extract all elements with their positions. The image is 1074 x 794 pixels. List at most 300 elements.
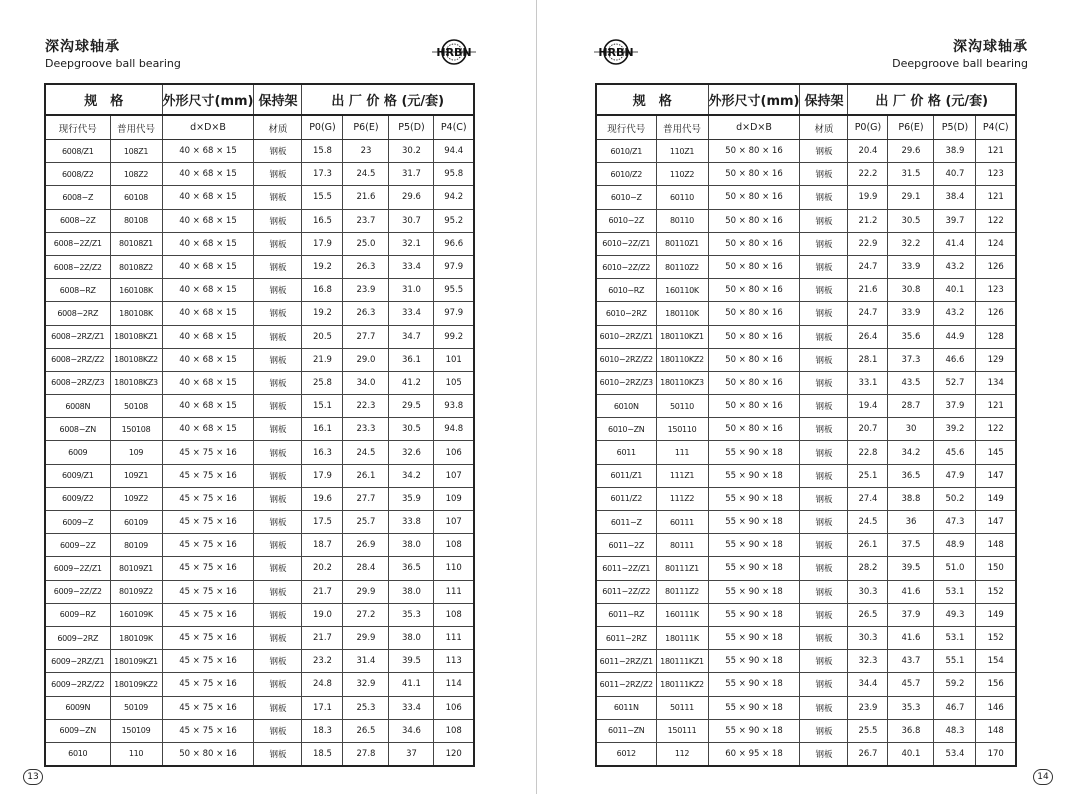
cell-cage-material: 钢板 (254, 603, 302, 626)
cell-price-p5: 39.7 (934, 209, 976, 232)
cell-dimensions: 50 × 80 × 16 (708, 325, 800, 348)
cell-price-p6: 23 (343, 140, 389, 163)
cell-price-p6: 35.3 (888, 696, 934, 719)
table-row (45, 673, 474, 696)
cell-dimensions: 40 × 68 × 15 (162, 418, 254, 441)
cell-price-p6: 27.2 (343, 603, 389, 626)
cell-price-p5: 48.3 (934, 719, 976, 742)
cell-common-code: 80111Z1 (656, 557, 708, 580)
cell-price-p5: 53.1 (934, 580, 976, 603)
cell-cage-material: 钢板 (254, 232, 302, 255)
cell-price-p4: 93.8 (434, 395, 474, 418)
cell-current-code: 6008/Z2 (45, 163, 110, 186)
cell-common-code: 180111K (656, 626, 708, 649)
cell-price-p0: 20.5 (302, 325, 343, 348)
cell-price-p0: 22.9 (848, 232, 888, 255)
cell-price-p6: 29.1 (888, 186, 934, 209)
cell-price-p0: 21.2 (848, 209, 888, 232)
cell-price-p4: 111 (434, 580, 474, 603)
cell-common-code: 110 (110, 742, 162, 766)
cell-dimensions: 50 × 80 × 16 (708, 186, 800, 209)
cell-price-p6: 39.5 (888, 557, 934, 580)
table-row (45, 557, 474, 580)
cell-current-code: 6009/Z2 (45, 487, 110, 510)
cell-price-p6: 43.5 (888, 371, 934, 394)
cell-price-p0: 17.5 (302, 511, 343, 534)
cell-cage-material: 钢板 (800, 302, 848, 325)
cell-price-p5: 47.3 (934, 511, 976, 534)
cell-price-p0: 17.1 (302, 696, 343, 719)
table-row (45, 186, 474, 209)
cell-dimensions: 50 × 80 × 16 (708, 348, 800, 371)
cell-current-code: 6011−2Z (596, 534, 656, 557)
table-row (596, 140, 1016, 163)
cell-price-p6: 29.6 (888, 140, 934, 163)
cell-price-p4: 96.6 (434, 232, 474, 255)
cell-dimensions: 45 × 75 × 16 (162, 719, 254, 742)
cell-price-p6: 24.5 (343, 163, 389, 186)
cell-dimensions: 45 × 75 × 16 (162, 511, 254, 534)
table-row (45, 325, 474, 348)
cell-dimensions: 45 × 75 × 16 (162, 626, 254, 649)
cell-price-p0: 19.2 (302, 255, 343, 278)
cell-dimensions: 55 × 90 × 18 (708, 580, 800, 603)
cell-price-p0: 24.7 (848, 302, 888, 325)
cell-price-p4: 108 (434, 719, 474, 742)
cell-price-p5: 36.5 (389, 557, 434, 580)
table-row (45, 696, 474, 719)
header-spec: 规 格 (45, 84, 162, 115)
cell-cage-material: 钢板 (800, 511, 848, 534)
cell-price-p4: 146 (976, 696, 1016, 719)
col-common-code: 普用代号 (110, 115, 162, 140)
table-row (596, 209, 1016, 232)
cell-price-p6: 34.0 (343, 371, 389, 394)
cell-common-code: 80111 (656, 534, 708, 557)
cell-dimensions: 50 × 80 × 16 (708, 302, 800, 325)
cell-current-code: 6011−RZ (596, 603, 656, 626)
cell-price-p4: 149 (976, 603, 1016, 626)
cell-common-code: 180110KZ3 (656, 371, 708, 394)
cell-common-code: 180108KZ2 (110, 348, 162, 371)
cell-common-code: 180108K (110, 302, 162, 325)
cell-common-code: 80109 (110, 534, 162, 557)
cell-cage-material: 钢板 (254, 140, 302, 163)
table-row (45, 348, 474, 371)
cell-price-p4: 97.9 (434, 302, 474, 325)
cell-price-p0: 23.9 (848, 696, 888, 719)
cell-price-p5: 34.7 (389, 325, 434, 348)
logo-text: HRBN (436, 46, 472, 59)
col-dims: d×D×B (162, 115, 254, 140)
cell-price-p0: 26.7 (848, 742, 888, 766)
cell-price-p6: 34.2 (888, 441, 934, 464)
cell-cage-material: 钢板 (800, 348, 848, 371)
cell-price-p0: 20.4 (848, 140, 888, 163)
cell-price-p4: 128 (976, 325, 1016, 348)
cell-dimensions: 45 × 75 × 16 (162, 557, 254, 580)
cell-common-code: 50110 (656, 395, 708, 418)
cell-price-p0: 23.2 (302, 650, 343, 673)
table-row (596, 348, 1016, 371)
cell-dimensions: 55 × 90 × 18 (708, 719, 800, 742)
cell-price-p5: 38.9 (934, 140, 976, 163)
cell-common-code: 160109K (110, 603, 162, 626)
cell-common-code: 180109KZ1 (110, 650, 162, 673)
cell-price-p0: 21.6 (848, 279, 888, 302)
table-row (45, 650, 474, 673)
col-current-code: 现行代号 (596, 115, 656, 140)
cell-cage-material: 钢板 (254, 371, 302, 394)
cell-current-code: 6008−RZ (45, 279, 110, 302)
cell-price-p0: 26.5 (848, 603, 888, 626)
table-row (45, 395, 474, 418)
cell-common-code: 111Z2 (656, 487, 708, 510)
cell-dimensions: 45 × 75 × 16 (162, 487, 254, 510)
cell-common-code: 50108 (110, 395, 162, 418)
cell-price-p5: 35.9 (389, 487, 434, 510)
cell-price-p6: 25.3 (343, 696, 389, 719)
cell-price-p0: 25.1 (848, 464, 888, 487)
cell-price-p4: 108 (434, 534, 474, 557)
cell-common-code: 110Z1 (656, 140, 708, 163)
cell-price-p4: 105 (434, 371, 474, 394)
cell-common-code: 150109 (110, 719, 162, 742)
cell-common-code: 180108KZ1 (110, 325, 162, 348)
cell-common-code: 180109K (110, 626, 162, 649)
cell-price-p5: 30.7 (389, 209, 434, 232)
cell-dimensions: 55 × 90 × 18 (708, 487, 800, 510)
cell-price-p0: 25.5 (848, 719, 888, 742)
col-material: 材质 (800, 115, 848, 140)
cell-price-p6: 41.6 (888, 626, 934, 649)
cell-dimensions: 55 × 90 × 18 (708, 534, 800, 557)
cell-common-code: 80110 (656, 209, 708, 232)
cell-cage-material: 钢板 (800, 232, 848, 255)
cell-cage-material: 钢板 (800, 163, 848, 186)
cell-current-code: 6008−2Z/Z1 (45, 232, 110, 255)
cell-price-p5: 33.4 (389, 302, 434, 325)
col-p5: P5(D) (389, 115, 434, 140)
cell-price-p4: 145 (976, 441, 1016, 464)
cell-price-p4: 109 (434, 487, 474, 510)
cell-current-code: 6011N (596, 696, 656, 719)
cell-common-code: 80111Z2 (656, 580, 708, 603)
cell-price-p0: 26.1 (848, 534, 888, 557)
cell-price-p0: 17.3 (302, 163, 343, 186)
header-dims: 外形尺寸(mm) (162, 84, 254, 115)
cell-dimensions: 60 × 95 × 18 (708, 742, 800, 766)
cell-price-p0: 20.7 (848, 418, 888, 441)
cell-common-code: 160111K (656, 603, 708, 626)
cell-price-p4: 152 (976, 580, 1016, 603)
cell-price-p6: 26.3 (343, 255, 389, 278)
page-title-cn: 深沟球轴承 (953, 39, 1028, 55)
table-row (45, 163, 474, 186)
cell-price-p0: 27.4 (848, 487, 888, 510)
right-page (537, 0, 1074, 794)
cell-price-p0: 25.8 (302, 371, 343, 394)
cell-price-p0: 28.2 (848, 557, 888, 580)
cell-price-p5: 40.1 (934, 279, 976, 302)
cell-cage-material: 钢板 (800, 580, 848, 603)
cell-price-p4: 147 (976, 511, 1016, 534)
cell-current-code: 6010/Z1 (596, 140, 656, 163)
table-row (596, 673, 1016, 696)
table-row (45, 302, 474, 325)
cell-current-code: 6008N (45, 395, 110, 418)
cell-cage-material: 钢板 (800, 742, 848, 766)
cell-price-p4: 111 (434, 626, 474, 649)
cell-dimensions: 40 × 68 × 15 (162, 255, 254, 278)
cell-price-p4: 121 (976, 395, 1016, 418)
cell-current-code: 6009−2Z/Z1 (45, 557, 110, 580)
cell-current-code: 6011 (596, 441, 656, 464)
cell-dimensions: 40 × 68 × 15 (162, 140, 254, 163)
cell-cage-material: 钢板 (800, 395, 848, 418)
col-current-code: 现行代号 (45, 115, 110, 140)
cell-price-p0: 18.7 (302, 534, 343, 557)
cell-price-p6: 33.9 (888, 255, 934, 278)
cell-price-p4: 99.2 (434, 325, 474, 348)
cell-price-p0: 19.0 (302, 603, 343, 626)
cell-current-code: 6009−2Z (45, 534, 110, 557)
cell-common-code: 80108Z2 (110, 255, 162, 278)
cell-current-code: 6011−Z (596, 511, 656, 534)
cell-current-code: 6012 (596, 742, 656, 766)
table-row (596, 557, 1016, 580)
page-title-en: Deepgroove ball bearing (45, 57, 181, 70)
cell-dimensions: 50 × 80 × 16 (708, 418, 800, 441)
cell-current-code: 6011−2RZ (596, 626, 656, 649)
cell-common-code: 50109 (110, 696, 162, 719)
cell-price-p0: 33.1 (848, 371, 888, 394)
cell-dimensions: 40 × 68 × 15 (162, 279, 254, 302)
cell-price-p6: 45.7 (888, 673, 934, 696)
cell-price-p4: 121 (976, 140, 1016, 163)
cell-price-p5: 34.2 (389, 464, 434, 487)
cell-price-p4: 123 (976, 163, 1016, 186)
cell-cage-material: 钢板 (254, 650, 302, 673)
cell-current-code: 6008−2Z (45, 209, 110, 232)
cell-current-code: 6010−RZ (596, 279, 656, 302)
cell-price-p5: 53.1 (934, 626, 976, 649)
cell-current-code: 6011−2Z/Z2 (596, 580, 656, 603)
cell-price-p6: 27.7 (343, 487, 389, 510)
cell-price-p6: 36.8 (888, 719, 934, 742)
cell-current-code: 6008−Z (45, 186, 110, 209)
cell-current-code: 6011/Z2 (596, 487, 656, 510)
cell-current-code: 6011−2Z/Z1 (596, 557, 656, 580)
cell-price-p6: 41.6 (888, 580, 934, 603)
cell-price-p4: 124 (976, 232, 1016, 255)
cell-common-code: 180111KZ1 (656, 650, 708, 673)
cell-price-p0: 15.1 (302, 395, 343, 418)
table-row (45, 742, 474, 766)
cell-cage-material: 钢板 (254, 418, 302, 441)
cell-current-code: 6010−ZN (596, 418, 656, 441)
cell-cage-material: 钢板 (800, 441, 848, 464)
cell-common-code: 180111KZ2 (656, 673, 708, 696)
cell-price-p6: 24.5 (343, 441, 389, 464)
cell-cage-material: 钢板 (800, 557, 848, 580)
cell-cage-material: 钢板 (254, 302, 302, 325)
cell-cage-material: 钢板 (800, 626, 848, 649)
col-p5: P5(D) (934, 115, 976, 140)
cell-dimensions: 40 × 68 × 15 (162, 209, 254, 232)
cell-current-code: 6009−2RZ/Z2 (45, 673, 110, 696)
cell-price-p4: 107 (434, 511, 474, 534)
cell-price-p5: 33.4 (389, 696, 434, 719)
cell-price-p4: 154 (976, 650, 1016, 673)
cell-current-code: 6008−2RZ/Z3 (45, 371, 110, 394)
cell-price-p5: 41.1 (389, 673, 434, 696)
cell-dimensions: 50 × 80 × 16 (708, 163, 800, 186)
cell-price-p0: 19.9 (848, 186, 888, 209)
cell-cage-material: 钢板 (800, 650, 848, 673)
cell-price-p6: 29.9 (343, 626, 389, 649)
cell-cage-material: 钢板 (254, 719, 302, 742)
cell-price-p4: 108 (434, 603, 474, 626)
cell-cage-material: 钢板 (254, 325, 302, 348)
cell-price-p5: 38.0 (389, 580, 434, 603)
cell-cage-material: 钢板 (800, 279, 848, 302)
cell-current-code: 6009−RZ (45, 603, 110, 626)
cell-cage-material: 钢板 (254, 511, 302, 534)
cell-price-p4: 147 (976, 464, 1016, 487)
cell-common-code: 180110KZ2 (656, 348, 708, 371)
table-row (596, 603, 1016, 626)
cell-dimensions: 50 × 80 × 16 (708, 140, 800, 163)
page-number: 14 (1033, 769, 1053, 785)
cell-current-code: 6010−2RZ/Z2 (596, 348, 656, 371)
cell-price-p0: 30.3 (848, 580, 888, 603)
cell-price-p5: 39.2 (934, 418, 976, 441)
cell-price-p6: 35.6 (888, 325, 934, 348)
cell-price-p5: 37.9 (934, 395, 976, 418)
cell-price-p4: 148 (976, 534, 1016, 557)
cell-current-code: 6010−2RZ/Z1 (596, 325, 656, 348)
cell-price-p4: 106 (434, 441, 474, 464)
cell-current-code: 6008/Z1 (45, 140, 110, 163)
cell-price-p6: 25.0 (343, 232, 389, 255)
col-p0: P0(G) (302, 115, 343, 140)
cell-common-code: 60109 (110, 511, 162, 534)
cell-price-p6: 28.7 (888, 395, 934, 418)
cell-current-code: 6011/Z1 (596, 464, 656, 487)
cell-price-p0: 19.6 (302, 487, 343, 510)
cell-price-p0: 21.9 (302, 348, 343, 371)
table-row (596, 163, 1016, 186)
price-table (595, 83, 1017, 767)
cell-price-p6: 23.3 (343, 418, 389, 441)
cell-cage-material: 钢板 (800, 186, 848, 209)
cell-price-p5: 37 (389, 742, 434, 766)
cell-price-p0: 19.4 (848, 395, 888, 418)
table-row (45, 603, 474, 626)
cell-price-p0: 22.8 (848, 441, 888, 464)
cell-cage-material: 钢板 (800, 418, 848, 441)
cell-price-p4: 113 (434, 650, 474, 673)
cell-price-p4: 107 (434, 464, 474, 487)
cell-common-code: 160108K (110, 279, 162, 302)
cell-common-code: 80108Z1 (110, 232, 162, 255)
cell-cage-material: 钢板 (254, 580, 302, 603)
cell-common-code: 180110KZ1 (656, 325, 708, 348)
cell-cage-material: 钢板 (800, 325, 848, 348)
cell-price-p0: 18.3 (302, 719, 343, 742)
cell-dimensions: 40 × 68 × 15 (162, 348, 254, 371)
cell-price-p5: 53.4 (934, 742, 976, 766)
cell-cage-material: 钢板 (254, 626, 302, 649)
cell-dimensions: 45 × 75 × 16 (162, 464, 254, 487)
cell-price-p0: 21.7 (302, 626, 343, 649)
cell-common-code: 180108KZ3 (110, 371, 162, 394)
cell-price-p0: 24.7 (848, 255, 888, 278)
col-material: 材质 (254, 115, 302, 140)
cell-price-p0: 24.5 (848, 511, 888, 534)
cell-price-p5: 51.0 (934, 557, 976, 580)
cell-price-p4: 94.4 (434, 140, 474, 163)
cell-current-code: 6011−ZN (596, 719, 656, 742)
table-row (596, 302, 1016, 325)
cell-common-code: 109Z2 (110, 487, 162, 510)
cell-price-p0: 32.3 (848, 650, 888, 673)
cell-cage-material: 钢板 (254, 163, 302, 186)
cell-current-code: 6008−ZN (45, 418, 110, 441)
cell-dimensions: 40 × 68 × 15 (162, 395, 254, 418)
cell-price-p4: 126 (976, 255, 1016, 278)
cell-cage-material: 钢板 (254, 209, 302, 232)
cell-price-p0: 24.8 (302, 673, 343, 696)
cell-price-p4: 114 (434, 673, 474, 696)
table-row (45, 232, 474, 255)
cell-price-p6: 27.8 (343, 742, 389, 766)
cell-price-p5: 40.7 (934, 163, 976, 186)
cell-dimensions: 50 × 80 × 16 (708, 209, 800, 232)
table-row (596, 464, 1016, 487)
cell-price-p5: 46.6 (934, 348, 976, 371)
col-p4: P4(C) (434, 115, 474, 140)
cell-price-p5: 48.9 (934, 534, 976, 557)
cell-price-p4: 170 (976, 742, 1016, 766)
cell-price-p4: 156 (976, 673, 1016, 696)
cell-price-p0: 17.9 (302, 464, 343, 487)
cell-price-p5: 29.6 (389, 186, 434, 209)
header-spec: 规 格 (596, 84, 708, 115)
cell-price-p6: 37.3 (888, 348, 934, 371)
cell-price-p6: 40.1 (888, 742, 934, 766)
cell-price-p4: 120 (434, 742, 474, 766)
cell-price-p4: 152 (976, 626, 1016, 649)
logo-text: HRBN (598, 46, 634, 59)
cell-price-p4: 94.8 (434, 418, 474, 441)
cell-price-p4: 149 (976, 487, 1016, 510)
cell-price-p0: 16.8 (302, 279, 343, 302)
cell-current-code: 6010−2Z/Z1 (596, 232, 656, 255)
header-cage: 保持架 (254, 84, 302, 115)
cell-current-code: 6010−2Z/Z2 (596, 255, 656, 278)
cell-cage-material: 钢板 (800, 696, 848, 719)
cell-common-code: 180109KZ2 (110, 673, 162, 696)
cell-common-code: 180110K (656, 302, 708, 325)
table-row (596, 371, 1016, 394)
cell-cage-material: 钢板 (800, 255, 848, 278)
cell-price-p6: 32.2 (888, 232, 934, 255)
cell-price-p4: 110 (434, 557, 474, 580)
cell-dimensions: 55 × 90 × 18 (708, 673, 800, 696)
cell-price-p5: 35.3 (389, 603, 434, 626)
